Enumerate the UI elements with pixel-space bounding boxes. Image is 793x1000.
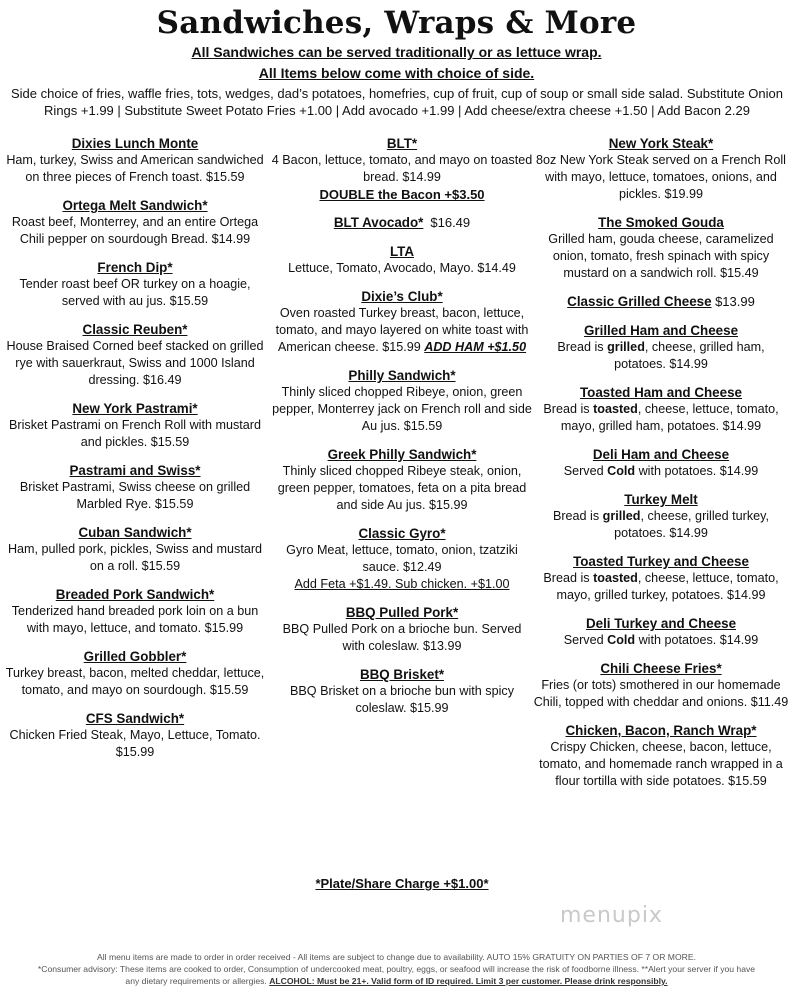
item-description-bold: Cold (607, 464, 636, 478)
menu-item (4, 586, 266, 637)
item-name: Deli Turkey and Cheese (585, 616, 737, 631)
menu-item-greek-philly (271, 446, 533, 514)
item-description: Oven roasted Turkey breast, bacon, lettuce, tomato, and mayo layered on white toast with American cheese. $15.99 (275, 306, 529, 354)
menu-item-grilled-ham-cheese (530, 322, 792, 373)
menu-item-dixies-club (271, 288, 533, 356)
menu-item (4, 710, 266, 761)
menu-item-deli-turkey-cheese (530, 615, 792, 649)
item-description: Tender roast beef OR turkey on a hoagie, served with au jus. $15.59 (19, 277, 251, 308)
footer-advisory-text: *Consumer advisory: These items are cooked to order, Consumption of undercooked meat, poultry, eggs, or seafood will increase the risk of foodborne illness. **Alert your server if you have any dietary requirements or allergies. (37, 964, 756, 986)
item-description-start: Bread is (557, 340, 608, 354)
item-description: Lettuce, Tomato, Avocado, Mayo. $14.49 (288, 261, 516, 275)
item-name: Greek Philly Sandwich* (327, 447, 477, 462)
item-addon: DOUBLE the Bacon +$3.50 (319, 187, 485, 202)
item-addon: ADD HAM +$1.50 (424, 340, 527, 354)
item-description: Thinly sliced chopped Ribeye steak, onion, green pepper, tomatoes, feta on a pita bread and side Au jus. $15.99 (277, 464, 527, 512)
item-description: Turkey breast, bacon, melted cheddar, lettuce, tomato, and mayo on sourdough. $15.59 (5, 666, 265, 697)
menu-item-blt-avocado (271, 214, 533, 232)
menu-item-smoked-gouda (530, 214, 792, 282)
menu-item-toasted-ham-cheese (530, 384, 792, 435)
item-description: House Braised Corned beef stacked on grilled rye with sauerkraut, Swiss and 1000 Island dressing. $16.49 (6, 339, 264, 387)
item-name: Pastrami and Swiss* (69, 463, 201, 478)
menu-item (4, 259, 266, 310)
menu-item-toasted-turkey-cheese (530, 553, 792, 604)
menu-item-classic-grilled-cheese (530, 293, 792, 311)
item-name: Deli Ham and Cheese (592, 447, 730, 462)
footer-line-order: All menu items are made to order in order received - All items are subject to change due to availability. AUTO 15% GRATUITY ON PARTIES OF 7 OR MORE. (97, 952, 696, 962)
item-name: LTA (389, 244, 415, 259)
item-addon: Add Feta +$1.49. Sub chicken. +$1.00 (294, 577, 510, 591)
item-description: Gyro Meat, lettuce, tomato, onion, tzatziki sauce. $12.49 (286, 543, 518, 574)
item-description-end: , cheese, lettuce, tomato, mayo, grilled turkey, potatoes. $14.99 (556, 571, 779, 602)
item-description-start: Served (563, 464, 608, 478)
item-description-start: Bread is (552, 509, 603, 523)
item-description: Tenderized hand breaded pork loin on a bun with mayo, lettuce, and tomato. $15.99 (11, 604, 259, 635)
item-description: BBQ Pulled Pork on a brioche bun. Served with coleslaw. $13.99 (282, 622, 522, 653)
item-description: BBQ Brisket on a brioche bun with spicy coleslaw. $15.99 (290, 684, 514, 715)
item-name: New York Steak* (608, 136, 714, 151)
item-description-bold: Cold (607, 633, 636, 647)
item-name: Toasted Ham and Cheese (580, 385, 742, 400)
menu-column-left (4, 135, 266, 772)
menu-item-ny-steak (530, 135, 792, 203)
item-description-bold: toasted (593, 402, 638, 416)
item-name: Cuban Sandwich* (78, 525, 192, 540)
item-name: BLT* (386, 136, 418, 151)
menu-item (4, 321, 266, 389)
item-description-bold: toasted (593, 571, 638, 585)
item-description-end: , cheese, grilled ham, potatoes. $14.99 (614, 340, 765, 371)
item-name: Grilled Gobbler* (83, 649, 187, 664)
item-description: Chicken Fried Steak, Mayo, Lettuce, Tomato. $15.99 (9, 728, 261, 759)
item-name: Turkey Melt (624, 492, 698, 507)
item-description-start: Bread is (543, 402, 594, 416)
item-description-end: with potatoes. $14.99 (635, 464, 759, 478)
footer-disclaimer (30, 951, 763, 987)
menu-item (4, 648, 266, 699)
menu-item-lta (271, 243, 533, 277)
item-description: 8oz New York Steak served on a French Roll with mayo, lettuce, tomatoes, onions, and pickles. $19.99 (536, 153, 786, 201)
item-description: Grilled ham, gouda cheese, caramelized onion, tomato, fresh spinach with spicy mustard on a sandwich roll. $15.49 (548, 232, 774, 280)
item-name: New York Pastrami* (72, 401, 198, 416)
menu-item-gyro (271, 525, 533, 593)
item-description-end: , cheese, lettuce, tomato, mayo, grilled ham, potatoes. $14.99 (560, 402, 779, 433)
menu-item (4, 135, 266, 186)
item-description-end: with potatoes. $14.99 (635, 633, 759, 647)
item-description: Roast beef, Monterrey, and an entire Ortega Chili pepper on sourdough Bread. $14.99 (11, 215, 259, 246)
item-name: Dixie’s Club* (361, 289, 443, 304)
menu-item-blt (271, 135, 533, 203)
item-name: French Dip* (97, 260, 173, 275)
menu-item (4, 524, 266, 575)
item-name: Chili Cheese Fries* (600, 661, 722, 676)
item-description-bold: grilled (607, 340, 645, 354)
item-name: Grilled Ham and Cheese (583, 323, 739, 338)
item-name: Breaded Pork Sandwich* (55, 587, 215, 602)
menu-item-bbq-brisket (271, 666, 533, 717)
item-description: Ham, pulled pork, pickles, Swiss and mustard on a roll. $15.59 (7, 542, 263, 573)
menu-item (4, 400, 266, 451)
side-choice-note: All Items below come with choice of side. (258, 65, 535, 81)
item-name: Toasted Turkey and Cheese (573, 554, 749, 569)
item-description-end: , cheese, grilled turkey, potatoes. $14.99 (614, 509, 770, 540)
footer-alcohol-notice: ALCOHOL: Must be 21+. Valid form of ID required. Limit 3 per customer. Please drink responsibly. (269, 976, 668, 986)
item-name: Chicken, Bacon, Ranch Wrap* (565, 723, 757, 738)
item-name: The Smoked Gouda (598, 215, 724, 230)
plate-share-charge: *Plate/Share Charge +$1.00* (315, 876, 489, 891)
menu-item (4, 197, 266, 248)
item-description-bold: grilled (602, 509, 641, 523)
item-description-start: Served (563, 633, 608, 647)
item-description: Fries (or tots) smothered in our homemade Chili, topped with cheddar and onions. $11.49 (533, 678, 789, 709)
item-name: BBQ Brisket* (359, 667, 445, 682)
item-description-start: Bread is (543, 571, 594, 585)
menu-item (4, 462, 266, 513)
item-name: Ortega Melt Sandwich* (62, 198, 208, 213)
item-name: CFS Sandwich* (85, 711, 185, 726)
menu-column-right (530, 135, 792, 801)
item-description: Thinly sliced chopped Ribeye, onion, green pepper, Monterrey jack on French roll and side Au jus. $15.59 (272, 385, 532, 433)
item-description: Ham, turkey, Swiss and American sandwiched on three pieces of French toast. $15.59 (6, 153, 264, 184)
page-title: Sandwiches, Wraps & More (156, 5, 637, 41)
menu-column-middle (271, 135, 533, 728)
menu-item-philly (271, 367, 533, 435)
menu-item-chicken-bacon-ranch (530, 722, 792, 790)
lettuce-wrap-note: All Sandwiches can be served traditionally or as lettuce wrap. (191, 44, 602, 60)
item-description: Crispy Chicken, cheese, bacon, lettuce, tomato, and homemade ranch wrapped in a flour tortilla with side potatoes. $15.59 (539, 740, 783, 788)
menu-item-turkey-melt (530, 491, 792, 542)
item-name: Classic Reuben* (82, 322, 188, 337)
menu-item-chili-cheese-fries (530, 660, 792, 711)
item-name: BLT Avocado* (333, 215, 424, 230)
item-price: $13.99 (715, 294, 755, 309)
menu-item-bbq-pork (271, 604, 533, 655)
item-description: 4 Bacon, lettuce, tomato, and mayo on toasted bread. $14.99 (271, 153, 533, 184)
menu-item-deli-ham-cheese (530, 446, 792, 480)
item-name: Philly Sandwich* (348, 368, 456, 383)
item-name: Classic Gyro* (358, 526, 446, 541)
watermark: menupix (560, 903, 663, 928)
footer-line-advisory (30, 963, 763, 987)
item-name: Dixies Lunch Monte (71, 136, 199, 151)
item-description: Brisket Pastrami on French Roll with mustard and pickles. $15.59 (9, 418, 261, 449)
side-options: Side choice of fries, waffle fries, tots, wedges, dad’s potatoes, homefries, cup of fruit, cup of soup or small side salad. Substitute Onion Rings +1.99 | Substitute Sweet Potato Fries +1.00 | Add avocado +1.99 | Add cheese/extra cheese +1.50 | Add Bacon 2.29 (11, 86, 783, 118)
item-description: Brisket Pastrami, Swiss cheese on grilled Marbled Rye. $15.59 (19, 480, 251, 511)
item-name: BBQ Pulled Pork* (345, 605, 459, 620)
item-name: Classic Grilled Cheese (567, 294, 712, 309)
item-price: $16.49 (430, 215, 471, 230)
